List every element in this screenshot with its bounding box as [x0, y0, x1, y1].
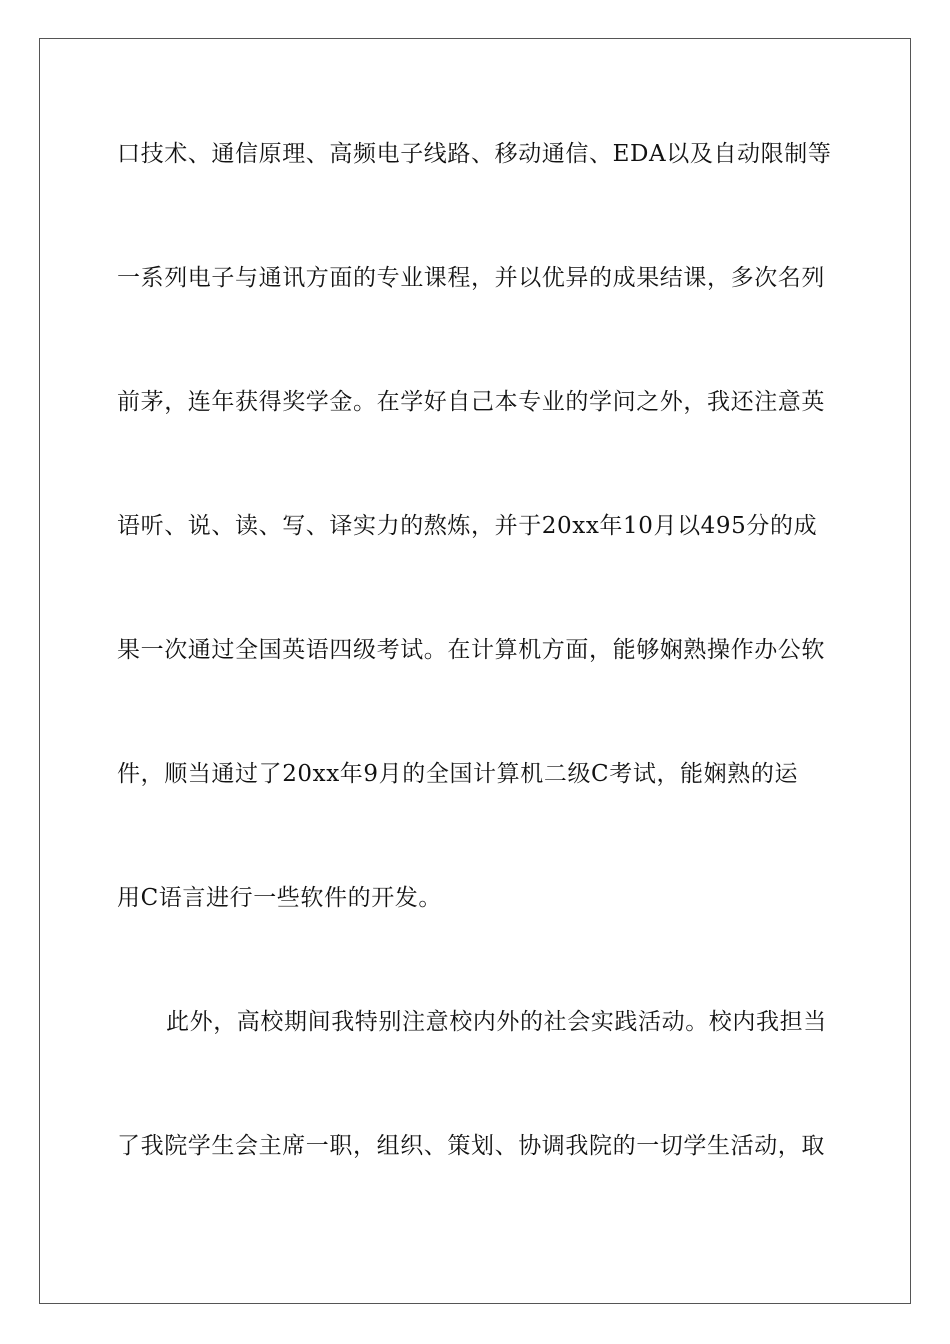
paragraph-line: 此外，高校期间我特别注意校内外的社会实践活动。校内我担当 — [166, 1009, 827, 1035]
paragraph-line: 件，顺当通过了20xx年9月的全国计算机二级C考试，能娴熟的运 — [117, 761, 799, 787]
page-frame — [39, 38, 911, 1304]
paragraph-line: 了我院学生会主席一职，组织、策划、协调我院的一切学生活动，取 — [117, 1133, 825, 1159]
paragraph-line: 口技术、通信原理、高频电子线路、移动通信、EDA以及自动限制等 — [117, 141, 832, 167]
paragraph-line: 前茅，连年获得奖学金。在学好自己本专业的学问之外，我还注意英 — [117, 389, 825, 415]
paragraph-line: 一系列电子与通讯方面的专业课程，并以优异的成果结课，多次名列 — [117, 265, 825, 291]
paragraph-line: 用C语言进行一些软件的开发。 — [117, 885, 442, 911]
paragraph-line: 果一次通过全国英语四级考试。在计算机方面，能够娴熟操作办公软 — [117, 637, 825, 663]
paragraph-line: 语听、说、读、写、译实力的熬炼，并于20xx年10月以495分的成 — [117, 513, 818, 539]
